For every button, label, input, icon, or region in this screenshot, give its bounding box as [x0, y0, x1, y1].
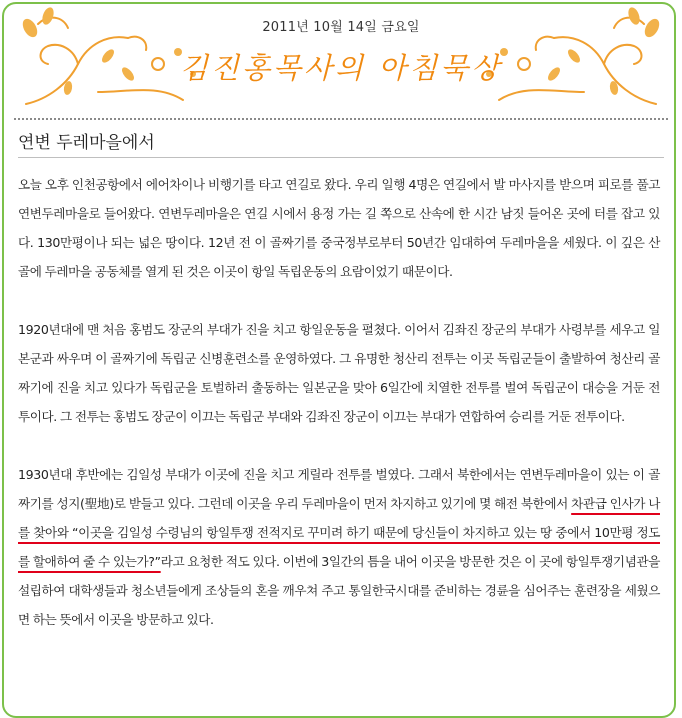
underlined-quote: 차관급 인사가 나를 찾아와 “이곳을 김일성 수령님의 항일투쟁 전적지로 꾸미려 하기 때문에 당신들이 차지하고 있는 땅 중에서 10만평 정도를 할애하여 줄 수 있는가?”	[18, 496, 660, 569]
paragraph-3-part-a: 1930년대 후반에는 김일성 부대가 이곳에 진을 치고 게릴라 전투를 벌였다. 그래서 북한에서는 연변두레마을이 있는 이 골짜기를 성지(聖地)로 받들고 있다. 그런데 이곳을 우리 두레마을이 먼저 차지하고 있기에 몇 해전 북한에서	[18, 467, 660, 511]
date: 2011년 10월 14일 금요일	[262, 20, 420, 35]
paragraph-3-part-b: 라고 요청한 적도 있다. 이번에 3일간의 틈을 내어 이곳을 방문한 것은 이 곳에 항일투쟁기념관을 설립하여 대학생들과 청소년들에게 조상들의 혼을 깨우쳐 주고 통일한국시대를 준비하는 경륜을 심어주는 훈련장을 세웠으면 하는 뜻에서 이곳을 방문하고 있다.	[18, 554, 660, 627]
paragraph-3	[18, 460, 660, 634]
paragraph-2: 1920년대에 맨 처음 홍범도 장군의 부대가 진을 치고 항일운동을 펼쳤다. 이어서 김좌진 장군의 부대가 사령부를 세우고 일본군과 싸우며 이 골짜기에 독립군 신병훈련소를 운영하였다. 그 유명한 청산리 전투는 이곳 독립군들이 출발하여 청산리 골짜기에 진을 치고 있다가 독립군을 토벌하러 출동하는 일본군을 맞아 6일간에 치열한 전투를 벌여 독립군이 대승을 거둔 전투이다. 그 전투는 홍범도 장군이 이끄는 독립군 부대와 김좌진 장군이 이끄는 부대가 연합하여 승리를 거둔 전투이다.	[18, 322, 660, 424]
page-title: 김진홍목사의 아침묵상	[179, 51, 503, 85]
article-body	[18, 170, 660, 634]
header	[0, 0, 682, 118]
dotted-divider	[14, 118, 668, 120]
heading-rule	[18, 157, 664, 158]
paragraph-1: 오늘 오후 인천공항에서 에어차이나 비행기를 타고 연길로 왔다. 우리 일행 4명은 연길에서 발 마사지를 받으며 피로를 풀고 연변두레마을로 들어왔다. 연변두레마을은 연길 시에서 용정 가는 길 쪽으로 산속에 한 시간 남짓 들어온 곳에 터를 잡고 있다. 130만평이나 되는 넓은 땅이다. 12년 전 이 골짜기를 중국정부로부터 50년간 임대하여 두레마을을 세웠다. 이 깊은 산골에 두레마을 공동체를 열게 된 것은 이곳이 항일 독립운동의 요람이었기 때문이다.	[18, 177, 660, 279]
article-heading: 연변 두레마을에서	[18, 133, 155, 153]
